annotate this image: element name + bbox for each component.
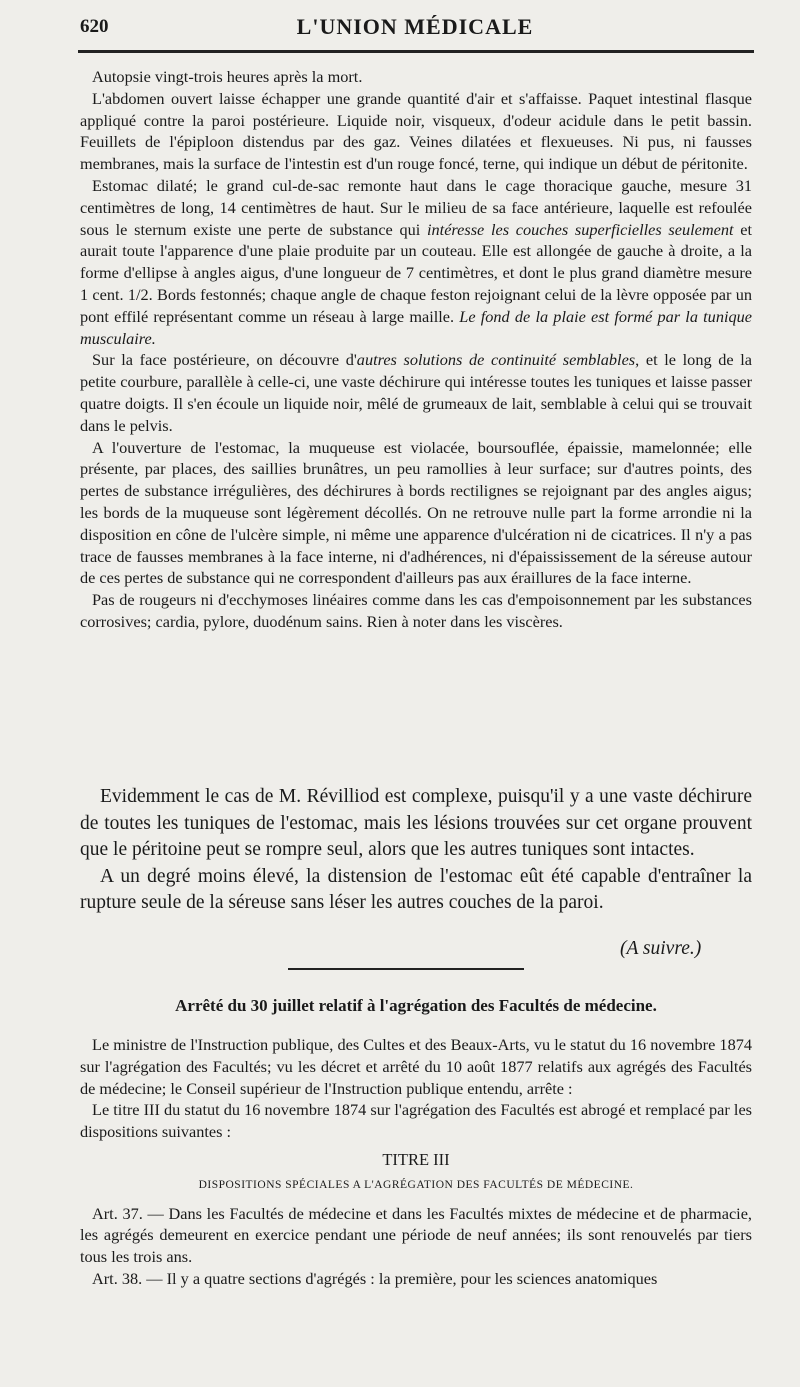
obs-paragraph: L'abdomen ouvert laisse échapper une grande quantité d'air et s'affaisse. Paquet intestinal flasque appliqué contre la paroi postérieure. Liquide noir, visqueux, d'odeur acidule dans le petit bassin. Feuillets de l'épiploon distendus par des gaz. Veines dilatées et flexueuses. Ni pus, ni fausses membranes, mais la surface de l'intestin est d'un rouge foncé, terne, qui indique un début de péritonite. xyxy=(80,88,752,174)
obs-text: et aurait toute l'apparence d'une plaie produite par un couteau. Elle est allongée de gauche à droite, a la forme d'ellipse à angles aigus, d'une longueur de 7 centimètres, et dont le plus grand diamètre mesure 1 cent. 1/2. Bords festonnés; chaque angle de chaque feston rejoignant celui de la lèvre opposée par un pont effilé représentant comme un réseau à large maille. xyxy=(80,219,752,326)
arrete-text xyxy=(80,1034,752,1290)
arrete-paragraph: Le ministre de l'Instruction publique, des Cultes et des Beaux-Arts, vu le statut du 16 novembre 1874 sur l'agrégation des Facultés; vu les décret et arrêté du 10 août 1877 relatifs aux agrégés des Facultés de médecine; le Conseil supérieur de l'Instruction publique entendu, arrête : xyxy=(80,1035,752,1098)
obs-text: , et le long de la petite courbure, parallèle à celle-ci, une vaste déchirure qui intéresse toutes les tuniques et laisse passer quatre doigts. Il s'en écoule un liquide noir, mêlé de grumeaux de lait, semblable à celui qui se trouvait dans le pelvis. xyxy=(80,350,753,435)
obs-paragraph: Pas de rougeurs ni d'ecchymoses linéaires comme dans les cas d'empoisonnement par les substances corrosives; cardia, pylore, duodénum sains. Rien à noter dans les viscères. xyxy=(80,590,752,631)
header-rule xyxy=(78,50,754,53)
obs-italic-text: Le fond de la plaie est formé par la tunique musculaire. xyxy=(80,306,752,348)
obs-paragraph xyxy=(80,349,752,436)
article-paragraph: Art. 38. — Il y a quatre sections d'agrégés : la première, pour les sciences anatomiques xyxy=(92,1268,658,1288)
page-header xyxy=(80,14,750,40)
arrete-paragraph: Le titre III du statut du 16 novembre 1874 sur l'agrégation des Facultés est abrogé et remplacé par les dispositions suivantes : xyxy=(80,1100,752,1142)
discussion-paragraph: A un degré moins élevé, la distension de l'estomac eût été capable d'entraîner la rupture seule de la séreuse sans léser les autres couches de la paroi. xyxy=(80,865,752,913)
discussion-text xyxy=(80,784,752,959)
a-suivre-note: (A suivre.) xyxy=(620,938,702,959)
obs-italic-text: autres solutions de continuité semblables xyxy=(356,350,636,370)
running-title: L'UNION MÉDICALE xyxy=(296,14,534,39)
obs-text: Sur la face postérieure, on découvre d' xyxy=(92,350,357,370)
page-number: 620 xyxy=(80,16,109,37)
autopsy-observation xyxy=(80,66,752,633)
discussion-paragraph: Evidemment le cas de M. Révilliod est complexe, puisqu'il y a une vaste déchirure de toutes les tuniques de l'estomac, mais les lésions trouvées sur cet organe prouvent que le péritoine peut se rompre seul, alors que les autres tuniques sont intactes. xyxy=(80,786,752,860)
obs-paragraph xyxy=(80,175,752,349)
obs-paragraph: Autopsie vingt-trois heures après la mort. xyxy=(92,67,363,86)
obs-text: Estomac dilaté; le grand cul-de-sac remonte haut dans le cage thoracique gauche, mesure 31 centimètres de long, 14 centimètres de haut. Sur le milieu de sa face antérieure, laquelle est refoulée sous le sternum existe une perte de substance qui xyxy=(80,175,752,239)
obs-italic-text: intéresse les couches superficielles seulement xyxy=(427,219,734,239)
obs-paragraph: A l'ouverture de l'estomac, la muqueuse est violacée, boursouflée, épaissie, mamelonnée; elle présente, par places, des saillies brunâtres, un peu ramollies à leur surface; sur d'autres points, des pertes de substance irrégulières, des déchirures à bords rectilignes se rejoignant par des angles aigus; les bords de la muqueuse sont légèrement décollés. On ne retrouve nulle part la forme arrondie ni la disposition en cône de l'ulcère simple, ni même une apparence d'ulcération ni de cicatrices. Il n'y a pas trace de fausses membranes à la face interne, ni d'adhérences, ni d'épaississement de la séreuse autour de ces pertes de substance qui ne correspondent d'ailleurs pas aux éraillures de la face interne. xyxy=(80,437,752,588)
titre-heading: TITRE III xyxy=(382,1149,450,1169)
dispositions-heading: DISPOSITIONS SPÉCIALES A L'AGRÉGATION DES FACULTÉS DE MÉDECINE. xyxy=(198,1178,634,1191)
article-paragraph: Art. 37. — Dans les Facultés de médecine et dans les Facultés mixtes de médecine et de pharmacie, les agrégés demeurent en exercice pendant une période de neuf années; ils sont renouvelés par tiers tous les trois ans. xyxy=(80,1203,752,1267)
arrete-title: Arrêté du 30 juillet relatif à l'agrégation des Facultés de médecine. xyxy=(175,996,657,1015)
section-divider xyxy=(288,968,524,970)
